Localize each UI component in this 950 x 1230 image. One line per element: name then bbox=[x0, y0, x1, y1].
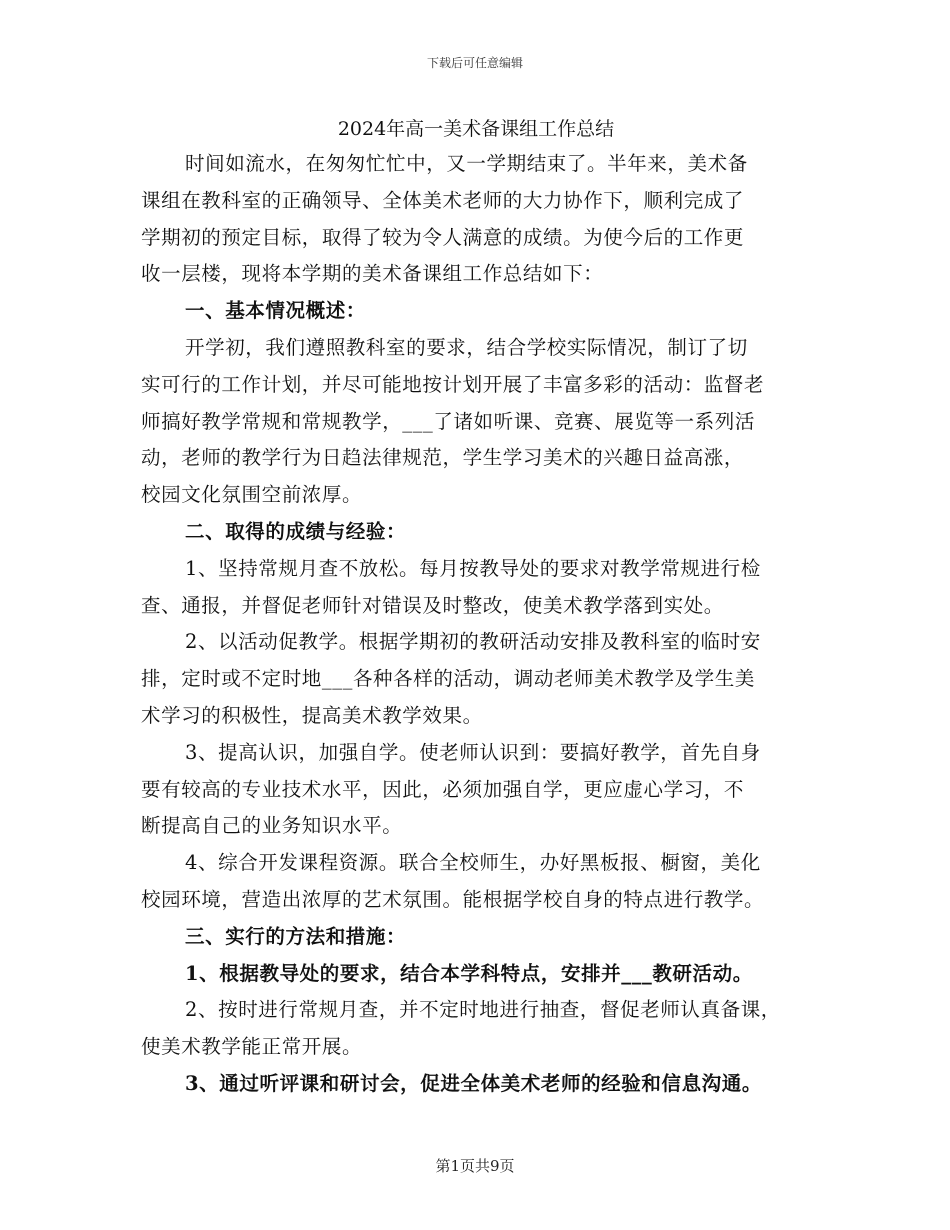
paragraph-line: 断提高自己的业务知识水平。 bbox=[141, 814, 403, 838]
paragraph-line: 1、坚持常规月查不放松。每月按教导处的要求对教学常规进行检 bbox=[185, 556, 761, 580]
paragraph-line: 时间如流水，在匆匆忙忙中，又一学期结束了。半年来，美术备 bbox=[185, 152, 748, 175]
paragraph-line: 使美术教学能正常开展。 bbox=[141, 1035, 363, 1059]
paragraph-line: 学期初的预定目标，取得了较为令人满意的成绩。为使今后的工作更 bbox=[141, 225, 745, 249]
paragraph-line: 3、提高认识，加强自学。使老师认识到：要搞好教学，首先自身 bbox=[185, 740, 761, 764]
paragraph-line: 校园文化氛围空前浓厚。 bbox=[141, 483, 363, 507]
paragraph-line: 排，定时或不定时地___各种各样的活动，调动老师美术教学及学生美 bbox=[141, 667, 755, 691]
document-title: 2024年高一美术备课组工作总结 bbox=[337, 118, 615, 140]
paragraph-line: 动，老师的教学行为日趋法律规范，学生学习美术的兴趣日益高涨， bbox=[141, 446, 745, 470]
section-heading-line: 1、根据教导处的要求，结合本学科特点，安排并___教研活动。 bbox=[185, 961, 753, 985]
section-heading-line: 二、取得的成绩与经验： bbox=[185, 519, 407, 543]
paragraph-line: 课组在教科室的正确领导、全体美术老师的大力协作下，顺利完成了 bbox=[141, 188, 745, 212]
paragraph-line: 开学初，我们遵照教科室的要求，结合学校实际情况，制订了切 bbox=[185, 335, 748, 359]
paragraph-line: 师搞好教学常规和常规教学，___了诸如听课、竞赛、展览等一系列活 bbox=[141, 409, 755, 433]
document-body bbox=[141, 112, 811, 1103]
section-heading-line: 一、基本情况概述： bbox=[185, 299, 366, 323]
paragraph-line: 要有较高的专业技术水平，因此，必须加强自学，更应虚心学习，不 bbox=[141, 777, 745, 801]
paragraph-line: 收一层楼，现将本学期的美术备课组工作总结如下： bbox=[141, 262, 604, 286]
section-heading-line: 三、实行的方法和措施： bbox=[185, 924, 407, 948]
document-paragraphs bbox=[141, 146, 811, 1103]
paragraph-line: 4、综合开发课程资源。联合全校师生，办好黑板报、橱窗，美化 bbox=[185, 851, 761, 875]
section-heading-line: 3、通过听评课和研讨会，促进全体美术老师的经验和信息沟通。 bbox=[185, 1071, 762, 1095]
paragraph-line: 查、通报，并督促老师针对错误及时整改，使美术教学落到实处。 bbox=[141, 593, 724, 617]
page-footer: 第1页共9页 bbox=[435, 1157, 515, 1175]
paragraph-line: 术学习的积极性，提高美术教学效果。 bbox=[141, 703, 483, 727]
paragraph-line: 校园环境，营造出浓厚的艺术氛围。能根据学校自身的特点进行教学。 bbox=[141, 887, 765, 911]
paragraph-line: 2、以活动促教学。根据学期初的教研活动安排及教科室的临时安 bbox=[185, 630, 761, 654]
paragraph-line: 2、按时进行常规月查，并不定时地进行抽查，督促老师认真备课， bbox=[185, 998, 781, 1022]
paragraph-line: 实可行的工作计划，并尽可能地按计划开展了丰富多彩的活动：监督老 bbox=[141, 372, 765, 396]
page-header: 下载后可任意编辑 bbox=[426, 56, 523, 70]
